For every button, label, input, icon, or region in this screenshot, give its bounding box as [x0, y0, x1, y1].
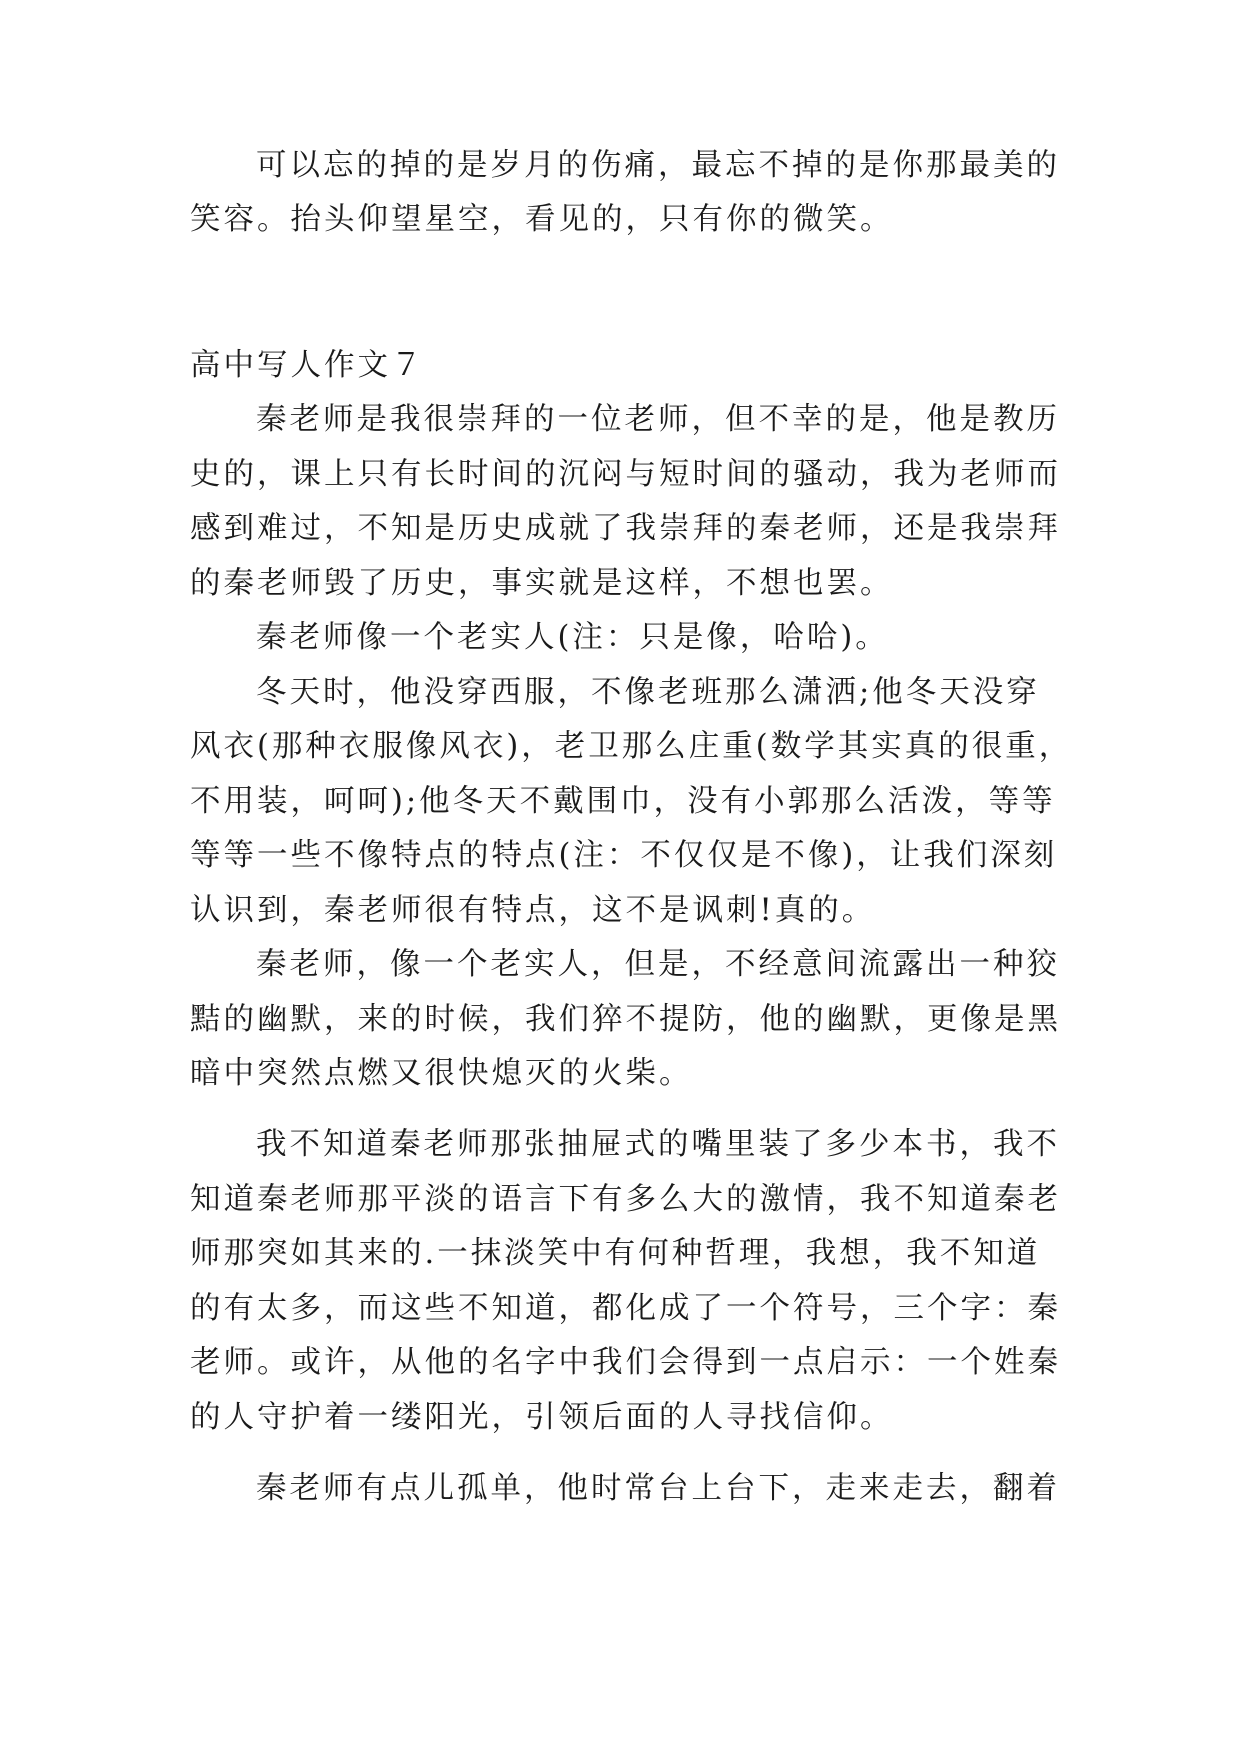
text-line: 的秦老师毁了历史，事实就是这样，不想也罢。	[190, 566, 894, 601]
text-line: 秦老师像一个老实人(注：只是像，哈哈)。	[256, 620, 889, 655]
text-line: 黠的幽默，来的时候，我们猝不提防，他的幽默，更像是黑	[190, 1002, 1061, 1037]
text-line: 知道秦老师那平淡的语言下有多么大的激情，我不知道秦老	[190, 1182, 1061, 1217]
text-line: 的有太多，而这些不知道，都化成了一个符号，三个字：秦	[190, 1291, 1061, 1326]
text-line: 秦老师是我很崇拜的一位老师，但不幸的是，他是教历	[256, 402, 1060, 437]
text-line: 等等一些不像特点的特点(注：不仅仅是不像)，让我们深刻	[190, 838, 1058, 873]
text-line: 暗中突然点燃又很快熄灭的火柴。	[190, 1056, 693, 1091]
text-line: 感到难过，不知是历史成就了我崇拜的秦老师，还是我崇拜	[190, 511, 1061, 546]
text-line: 的人守护着一缕阳光，引领后面的人寻找信仰。	[190, 1400, 894, 1435]
text-line: 冬天时，他没穿西服，不像老班那么潇洒;他冬天没穿	[256, 675, 1040, 710]
section-heading: 高中写人作文７	[190, 348, 425, 383]
text-line: 秦老师有点儿孤单，他时常台上台下，走来走去，翻着	[256, 1471, 1060, 1506]
text-line: 风衣(那种衣服像风衣)，老卫那么庄重(数学其实真的很重，	[190, 729, 1073, 764]
text-line: 我不知道秦老师那张抽屉式的嘴里装了多少本书，我不	[256, 1127, 1060, 1162]
text-line: 认识到，秦老师很有特点，这不是讽刺!真的。	[190, 893, 876, 928]
text-line: 不用装，呵呵);他冬天不戴围巾，没有小郭那么活泼，等等	[190, 784, 1056, 819]
text-line: 笑容。抬头仰望星空，看见的，只有你的微笑。	[190, 202, 894, 237]
text-line: 秦老师，像一个老实人，但是，不经意间流露出一种狡	[256, 947, 1060, 982]
text-line: 师那突如其来的.一抹淡笑中有何种哲理，我想，我不知道	[190, 1236, 1041, 1271]
text-line: 可以忘的掉的是岁月的伤痛，最忘不掉的是你那最美的	[256, 148, 1060, 183]
text-line: 老师。或许，从他的名字中我们会得到一点启示：一个姓秦	[190, 1345, 1061, 1380]
text-line: 史的，课上只有长时间的沉闷与短时间的骚动，我为老师而	[190, 457, 1061, 492]
